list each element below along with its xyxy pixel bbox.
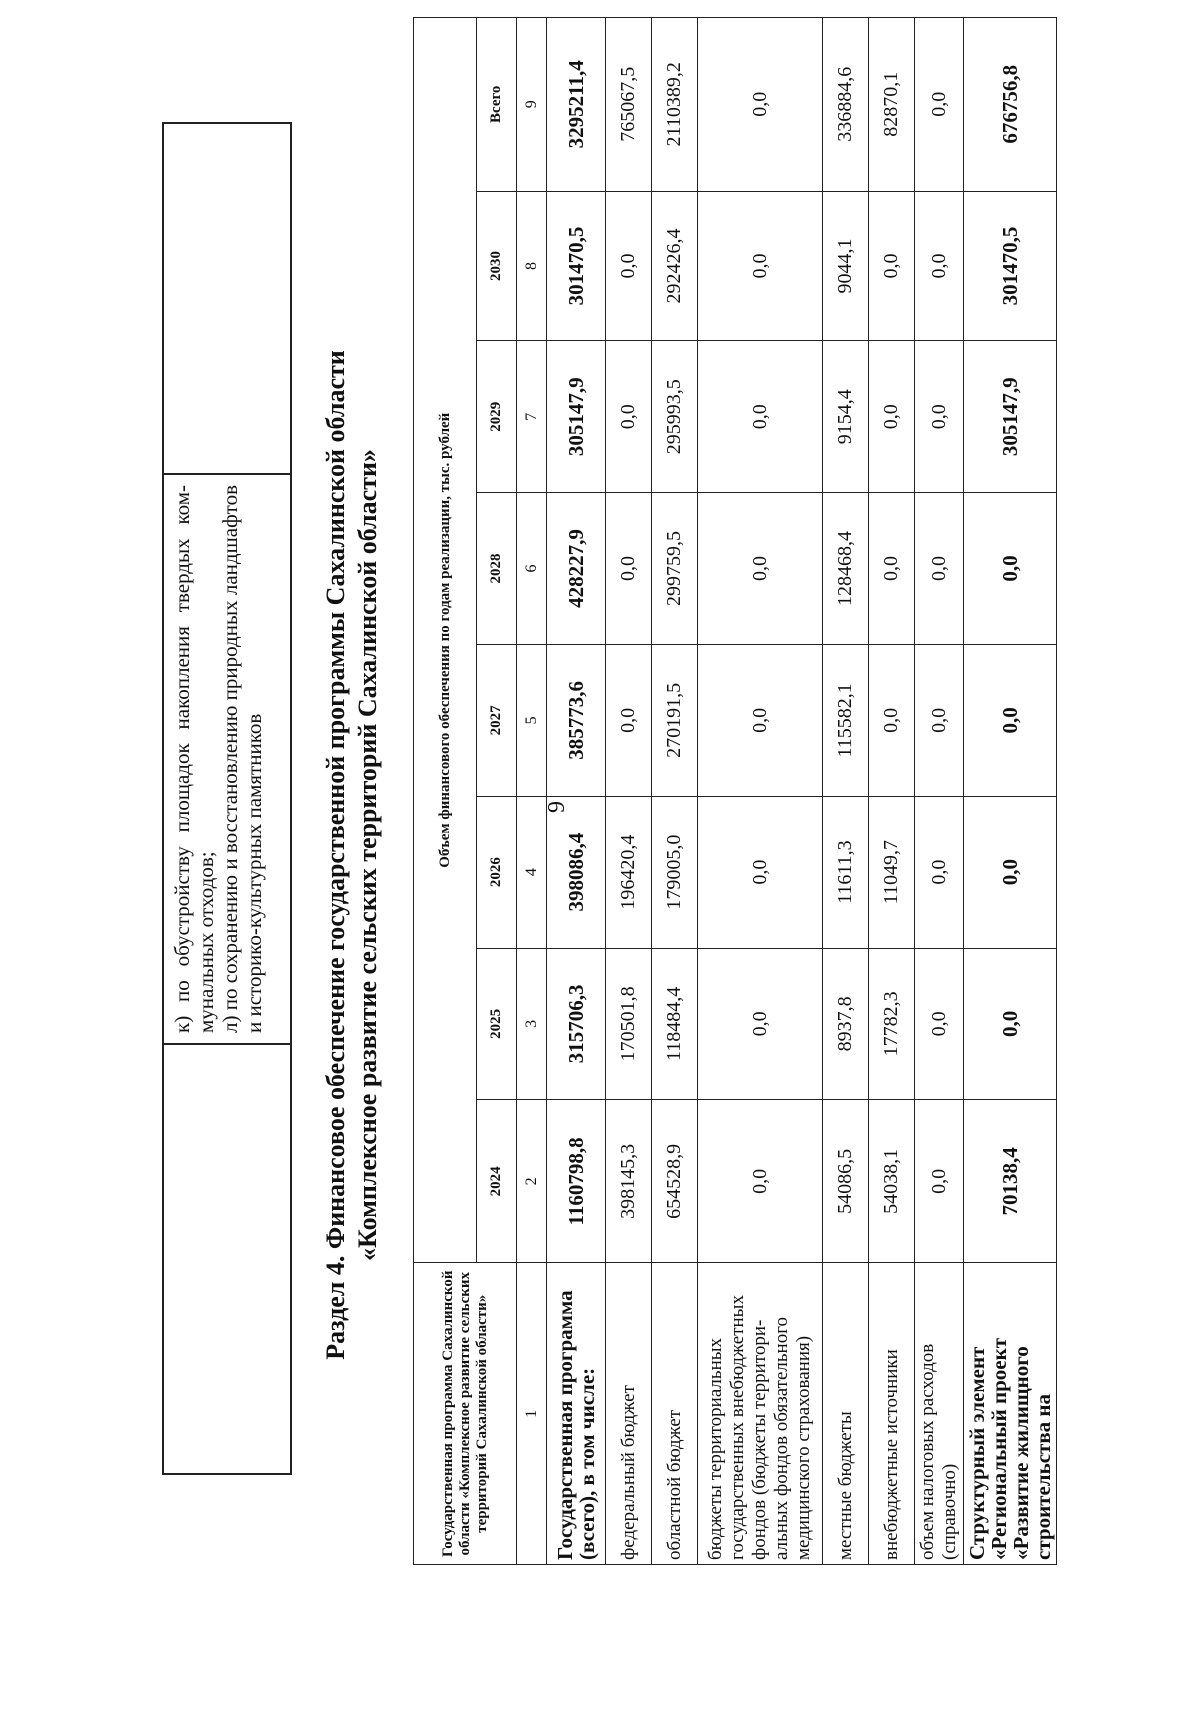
value-cell: 0,0 (606, 644, 652, 796)
value-cell: 0,0 (698, 191, 823, 341)
value-cell: 0,0 (915, 796, 964, 948)
value-cell: 0,0 (915, 341, 964, 493)
table-row (547, 18, 606, 1565)
row-label: внебюджетные источники (869, 1263, 915, 1565)
value-cell: 118484,4 (652, 948, 698, 1100)
value-cell: 11611,3 (823, 796, 869, 948)
value-cell: 115582,1 (823, 644, 869, 796)
value-cell: 0,0 (698, 18, 823, 192)
value-cell: 305147,9 (964, 341, 1057, 493)
reference-table (162, 122, 292, 1475)
section-title-line2: «Комплексное развитие сельских территорий Сахалинской области» (353, 449, 382, 1261)
value-cell: 170501,8 (606, 948, 652, 1100)
value-cell: 0,0 (869, 341, 915, 493)
value-cell: 0,0 (964, 493, 1057, 645)
header-year: 2024 (477, 1100, 517, 1263)
header-year: 2030 (477, 191, 517, 341)
value-cell: 428227,9 (547, 493, 606, 645)
header-year: 2027 (477, 644, 517, 796)
column-number: 1 (517, 1263, 547, 1565)
value-cell: 0,0 (606, 493, 652, 645)
table-row (652, 18, 698, 1565)
value-cell: 299759,5 (652, 493, 698, 645)
value-cell: 336884,6 (823, 18, 869, 192)
value-cell: 765067,5 (606, 18, 652, 192)
row-label: Государственная программа (всего), в том числе: (547, 1263, 606, 1565)
value-cell: 9154,4 (823, 341, 869, 493)
reference-item-k: к) по обустройству площадок накопления твердых коммунальных отходов; (170, 485, 218, 1033)
value-cell: 0,0 (915, 948, 964, 1100)
value-cell: 654528,9 (652, 1100, 698, 1263)
value-cell: 54086,5 (823, 1100, 869, 1263)
value-cell: 295993,5 (652, 341, 698, 493)
value-cell: 2110389,2 (652, 18, 698, 192)
value-cell: 17782,3 (869, 948, 915, 1100)
section-title (320, 155, 384, 1555)
value-cell: 0,0 (915, 493, 964, 645)
row-label: Структурный элемент «Региональный проект «Развитие жилищного строительства на (964, 1263, 1057, 1565)
financing-table (413, 17, 1057, 1565)
value-cell: 8937,8 (823, 948, 869, 1100)
value-cell: 385773,6 (547, 644, 606, 796)
value-cell: 0,0 (915, 1100, 964, 1263)
value-cell: 0,0 (915, 191, 964, 341)
value-cell: 0,0 (698, 1100, 823, 1263)
column-number: 2 (517, 1100, 547, 1263)
table-row (915, 18, 964, 1565)
value-cell: 0,0 (915, 18, 964, 192)
reference-table-empty-cell (164, 124, 290, 473)
table-row (606, 18, 652, 1565)
value-cell: 179005,0 (652, 796, 698, 948)
value-cell: 11049,7 (869, 796, 915, 948)
value-cell: 301470,5 (964, 191, 1057, 341)
value-cell: 0,0 (964, 948, 1057, 1100)
value-cell: 3295211,4 (547, 18, 606, 192)
row-label: областной бюджет (652, 1263, 698, 1565)
value-cell: 0,0 (698, 493, 823, 645)
table-row (964, 18, 1057, 1565)
header-volume: Объем финансового обеспечения по годам реализации, тыс. рублей (414, 18, 477, 1263)
column-number: 5 (517, 644, 547, 796)
value-cell: 292426,4 (652, 191, 698, 341)
row-label: местные бюджеты (823, 1263, 869, 1565)
value-cell: 0,0 (869, 644, 915, 796)
value-cell: 0,0 (869, 493, 915, 645)
reference-table-empty-cell (164, 1043, 290, 1473)
header-program: Государственная программа Сахалинской области «Комплексное развитие сельских территорий Сахалинской области» (414, 1263, 517, 1565)
column-number: 9 (517, 18, 547, 192)
reference-table-text-cell (164, 473, 290, 1043)
header-year: 2028 (477, 493, 517, 645)
value-cell: 1160798,8 (547, 1100, 606, 1263)
table-row (869, 18, 915, 1565)
row-label: бюджеты территориальных государственных внебюджетных фондов (бюджеты территориальных фондов обязательного медицинского страхования) (698, 1263, 823, 1565)
value-cell: 0,0 (964, 644, 1057, 796)
header-year: 2029 (477, 341, 517, 493)
section-title-line1: Раздел 4. Финансовое обеспечение государственной программы Сахалинской области (321, 350, 350, 1360)
value-cell: 0,0 (606, 191, 652, 341)
column-number: 7 (517, 341, 547, 493)
value-cell: 315706,3 (547, 948, 606, 1100)
value-cell: 128468,4 (823, 493, 869, 645)
value-cell: 54038,1 (869, 1100, 915, 1263)
value-cell: 305147,9 (547, 341, 606, 493)
value-cell: 0,0 (698, 341, 823, 493)
column-number: 4 (517, 796, 547, 948)
row-label: объем налоговых расходов (справочно) (915, 1263, 964, 1565)
value-cell: 0,0 (915, 644, 964, 796)
value-cell: 398086,4 (547, 796, 606, 948)
value-cell: 0,0 (869, 191, 915, 341)
value-cell: 301470,5 (547, 191, 606, 341)
value-cell: 0,0 (698, 948, 823, 1100)
header-year: 2025 (477, 948, 517, 1100)
header-year: Всего (477, 18, 517, 192)
column-number: 3 (517, 948, 547, 1100)
header-year: 2026 (477, 796, 517, 948)
column-number: 8 (517, 191, 547, 341)
value-cell: 0,0 (698, 644, 823, 796)
value-cell: 676756,8 (964, 18, 1057, 192)
table-row (823, 18, 869, 1565)
value-cell: 0,0 (698, 796, 823, 948)
value-cell: 0,0 (606, 341, 652, 493)
table-row (698, 18, 823, 1565)
column-number: 6 (517, 493, 547, 645)
value-cell: 398145,3 (606, 1100, 652, 1263)
value-cell: 196420,4 (606, 796, 652, 948)
page-number: 9 (544, 801, 570, 813)
value-cell: 0,0 (964, 796, 1057, 948)
value-cell: 9044,1 (823, 191, 869, 341)
value-cell: 82870,1 (869, 18, 915, 192)
value-cell: 70138,4 (964, 1100, 1057, 1263)
value-cell: 270191,5 (652, 644, 698, 796)
reference-item-l: л) по сохранению и восстановлению природных ландшафтов и историко-культурных памятников (218, 485, 266, 1033)
row-label: федеральный бюджет (606, 1263, 652, 1565)
